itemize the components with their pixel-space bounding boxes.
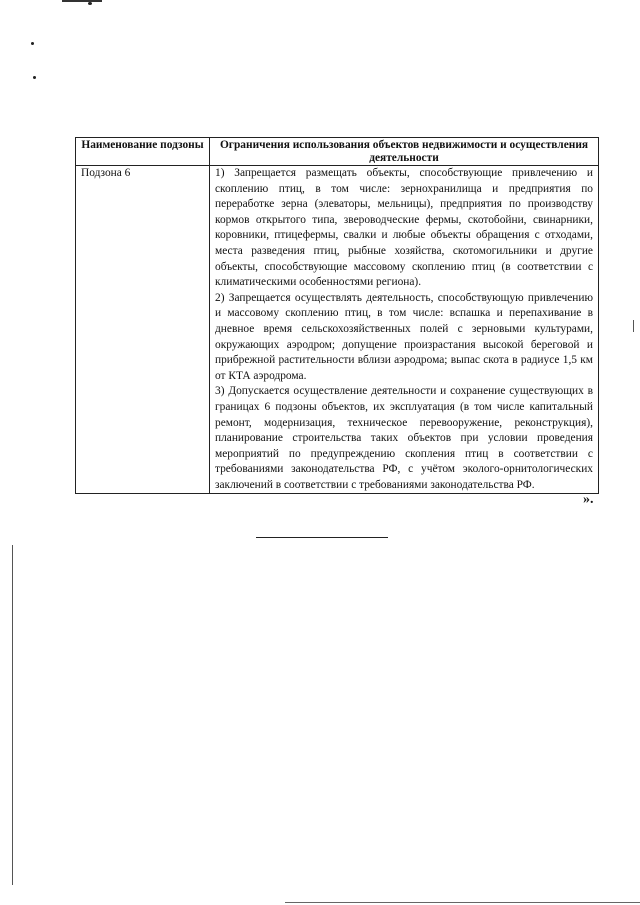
- scan-speck: [33, 76, 36, 79]
- table-header-row: [76, 138, 599, 166]
- restriction-paragraph-1: 1) Запрещается размещать объекты, способствующие привлечению и скоплению птиц, в том числе: зернохранилища и предприятия по переработке зерна (элеваторы, мельницы), предприятия по производству кормов открытого типа, звероводческие фермы, скотобойни, свинарники, коровники, птицефермы, свалки и любые объекты обращения с отходами, места разведения птиц, рыбные хозяйства, скотомогильники и другие объекты, способствующие массовому скоплению птиц (в соответствии с климатическими особенностями региона).: [215, 167, 593, 289]
- signature-line: [256, 537, 388, 538]
- restriction-paragraph-2: 2) Запрещается осуществлять деятельность, способствующую привлечению и массовому скоплению птиц, в том числе: вспашка и перепахивание в дневное время сельскохозяйственных полей с зерновыми культурами, окружающих аэродром; допущение произрастания высокой береговой и прибрежной растительности вблизи аэродрома; выпас скота в радиусе 1,5 км от КТА аэродрома.: [215, 291, 593, 382]
- scan-edge-line: [285, 902, 640, 903]
- table-row: [76, 166, 599, 494]
- header-zone-name: Наименование подзоны: [76, 138, 210, 166]
- scan-edge-mark: [12, 545, 13, 885]
- closing-quote-mark: ».: [583, 492, 594, 507]
- scan-speck: [88, 2, 92, 5]
- scan-edge-mark: [633, 320, 634, 332]
- scan-artifact-line: [62, 0, 102, 2]
- header-restrictions: Ограничения использования объектов недвижимости и осуществления деятельности: [210, 138, 599, 166]
- restrictions-cell: [210, 166, 599, 494]
- scan-speck: [31, 42, 34, 45]
- restrictions-table: [75, 137, 599, 494]
- zone-name-cell: Подзона 6: [76, 166, 210, 494]
- restriction-paragraph-3: 3) Допускается осуществление деятельности и сохранение существующих в границах 6 подзоны объектов, их эксплуатация (в том числе капитальный ремонт, модернизация, техническое перевооружение, реконструкция), планирование строительства таких объектов при условии проведения мероприятий по предупреждению скопления птиц в соответствии с требованиями законодательства РФ, с учётом эколого-орнитологических заключений в соответствии с требованиями законодательства РФ.: [215, 385, 593, 491]
